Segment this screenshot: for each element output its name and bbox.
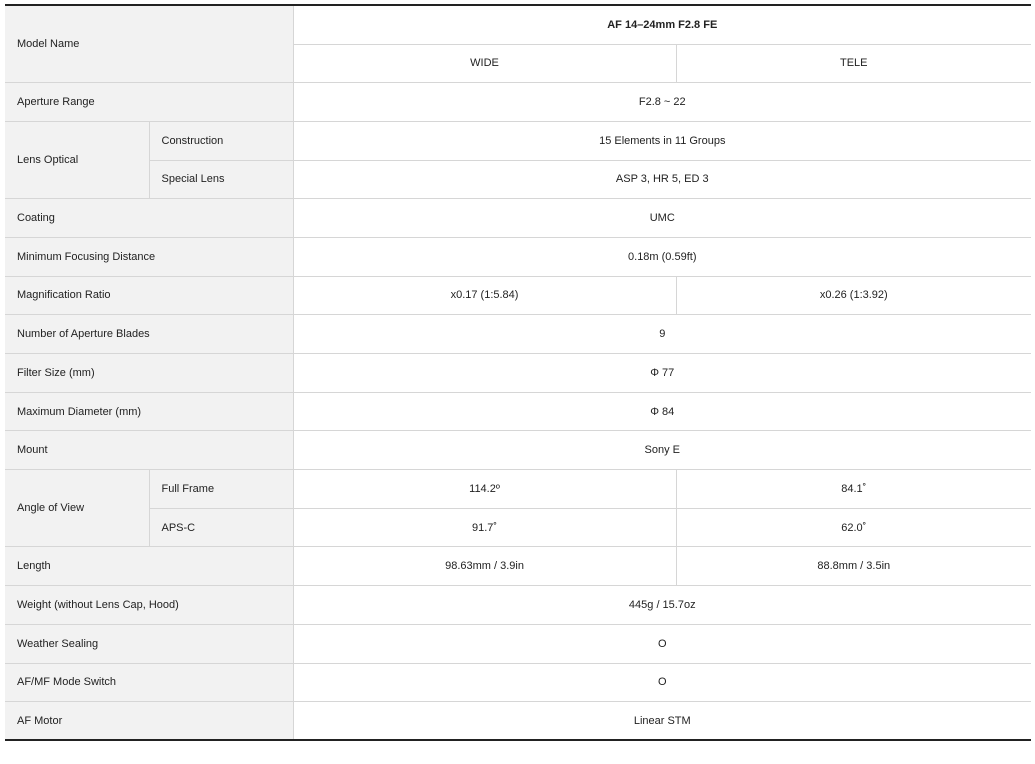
af-motor-label: AF Motor (5, 702, 293, 741)
apsc-wide: 91.7˚ (293, 508, 676, 547)
table-row (5, 431, 1031, 470)
wide-header: WIDE (293, 44, 676, 83)
mfd-label: Minimum Focusing Distance (5, 237, 293, 276)
special-lens-value: ASP 3, HR 5, ED 3 (293, 160, 1031, 199)
table-row (5, 702, 1031, 741)
table-row (5, 354, 1031, 393)
angle-of-view-label: Angle of View (5, 470, 149, 547)
length-label: Length (5, 547, 293, 586)
table-row (5, 5, 1031, 44)
magnification-tele: x0.26 (1:3.92) (676, 276, 1031, 315)
mount-label: Mount (5, 431, 293, 470)
model-name-label: Model Name (5, 5, 293, 83)
table-row (5, 315, 1031, 354)
blades-value: 9 (293, 315, 1031, 354)
diameter-value: Φ 84 (293, 392, 1031, 431)
tele-header: TELE (676, 44, 1031, 83)
table-row (5, 586, 1031, 625)
apsc-label: APS-C (149, 508, 293, 547)
table-row (5, 663, 1031, 702)
aperture-label: Aperture Range (5, 83, 293, 122)
spec-table-container (5, 4, 1031, 741)
full-frame-tele: 84.1˚ (676, 470, 1031, 509)
full-frame-label: Full Frame (149, 470, 293, 509)
weather-sealing-label: Weather Sealing (5, 624, 293, 663)
full-frame-wide: 114.2º (293, 470, 676, 509)
spec-table (5, 4, 1031, 741)
afmf-switch-label: AF/MF Mode Switch (5, 663, 293, 702)
table-row (5, 83, 1031, 122)
af-motor-value: Linear STM (293, 702, 1031, 741)
apsc-tele: 62.0˚ (676, 508, 1031, 547)
table-row (5, 276, 1031, 315)
table-row (5, 121, 1031, 160)
table-row (5, 199, 1031, 238)
construction-label: Construction (149, 121, 293, 160)
coating-label: Coating (5, 199, 293, 238)
coating-value: UMC (293, 199, 1031, 238)
weight-label: Weight (without Lens Cap, Hood) (5, 586, 293, 625)
special-lens-label: Special Lens (149, 160, 293, 199)
afmf-switch-value: O (293, 663, 1031, 702)
length-wide: 98.63mm / 3.9in (293, 547, 676, 586)
table-row (5, 508, 1031, 547)
model-name-value: AF 14–24mm F2.8 FE (293, 5, 1031, 44)
aperture-value: F2.8 ~ 22 (293, 83, 1031, 122)
construction-value: 15 Elements in 11 Groups (293, 121, 1031, 160)
weight-value: 445g / 15.7oz (293, 586, 1031, 625)
mount-value: Sony E (293, 431, 1031, 470)
table-row (5, 392, 1031, 431)
mfd-value: 0.18m (0.59ft) (293, 237, 1031, 276)
diameter-label: Maximum Diameter (mm) (5, 392, 293, 431)
table-row (5, 470, 1031, 509)
filter-value: Φ 77 (293, 354, 1031, 393)
table-row (5, 624, 1031, 663)
lens-optical-label: Lens Optical (5, 121, 149, 198)
table-row (5, 547, 1031, 586)
blades-label: Number of Aperture Blades (5, 315, 293, 354)
table-row (5, 160, 1031, 199)
filter-label: Filter Size (mm) (5, 354, 293, 393)
magnification-label: Magnification Ratio (5, 276, 293, 315)
length-tele: 88.8mm / 3.5in (676, 547, 1031, 586)
magnification-wide: x0.17 (1:5.84) (293, 276, 676, 315)
table-row (5, 237, 1031, 276)
weather-sealing-value: O (293, 624, 1031, 663)
